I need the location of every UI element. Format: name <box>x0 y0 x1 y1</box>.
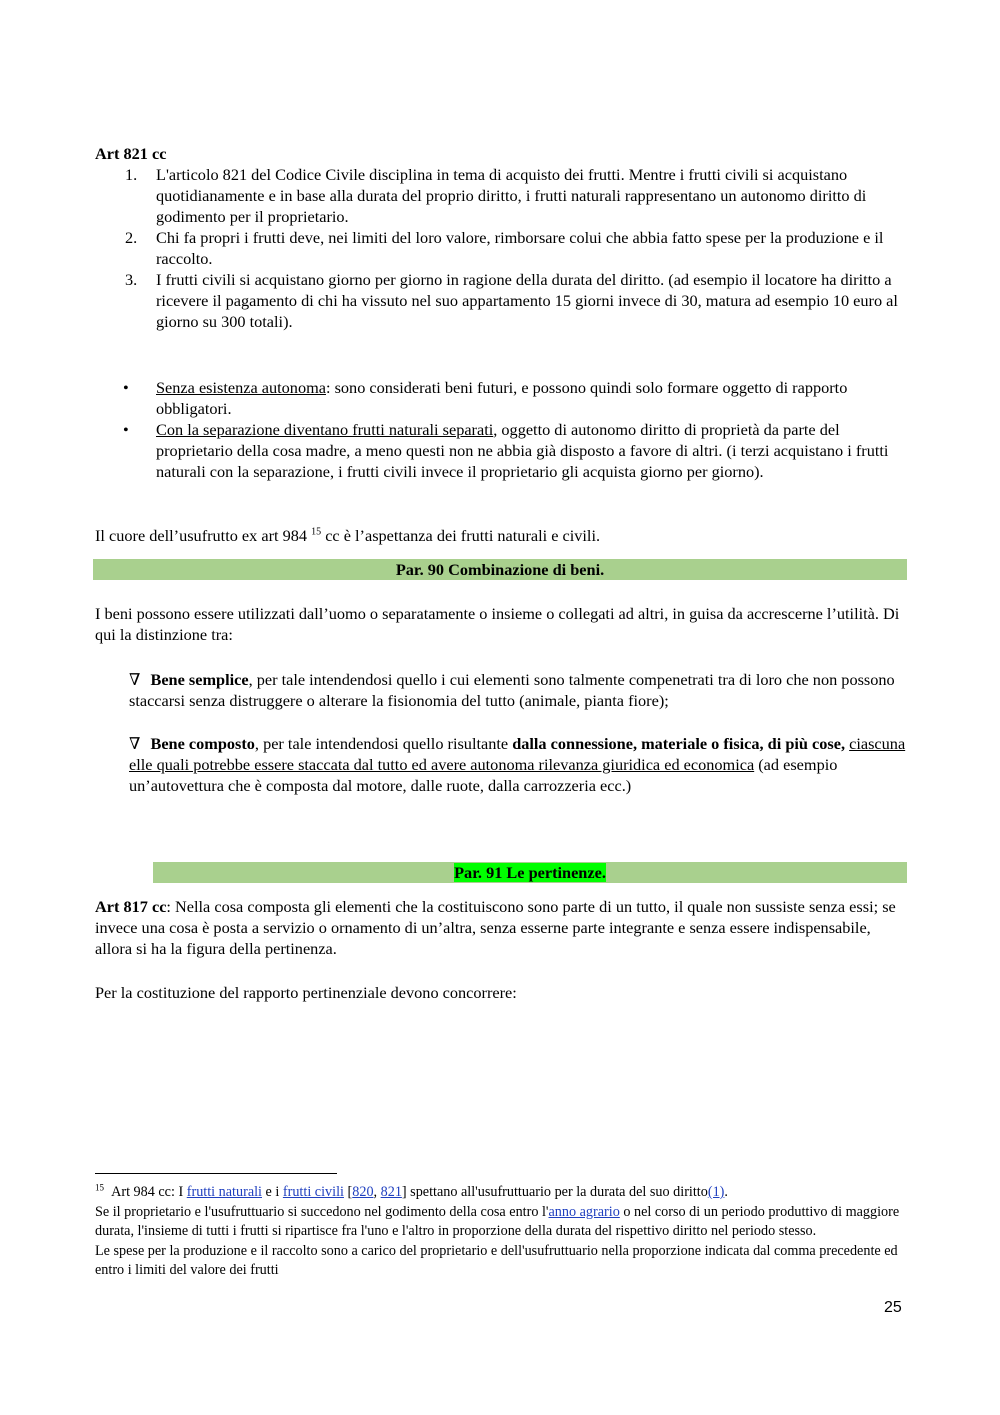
footnote-separator <box>95 1173 337 1174</box>
article-817-paragraph: Art 817 cc: Nella cosa composta gli elementi che la costituiscono sono parte di un tutto, il quale non sussiste senza essi; se invece una cosa è posta a servizio o ornamento di un’altra, senza esserne parte integrante e senza essere indispensabile, allora si ha la figura della pertinenza. <box>95 897 896 958</box>
costituzione-paragraph: Per la costituzione del rapporto pertinenziale devono concorrere: <box>95 983 517 1002</box>
section-heading-par-91: Par. 91 Le pertinenze. <box>153 862 907 883</box>
page-content <box>95 143 907 1003</box>
article-821-heading: Art 821 cc <box>95 144 167 163</box>
article-821-list <box>95 164 907 332</box>
link-frutti-naturali[interactable]: frutti naturali <box>186 1184 262 1200</box>
list-item: 2. Chi fa propri i frutti deve, nei limiti del loro valore, rimborsare colui che abbia fatto spese per la produzione e il raccolto. <box>125 228 884 268</box>
link-anno-agrario[interactable]: anno agrario <box>548 1203 620 1220</box>
page-number: 25 <box>884 1299 902 1316</box>
section-heading-par-90: Par. 90 Combinazione di beni. <box>93 559 907 580</box>
link-frutti-civili[interactable]: frutti civili <box>282 1184 344 1200</box>
bene-composto-paragraph: ∇ Bene composto, per tale intendendosi quello risultante dalla connessione, materiale o fisica, di più cose, ciascuna elle quali potrebbe essere staccata dal tutto ed avere autonoma rilevanza giuridica ed economica (ad esempio un’autovettura che è composta dal motore, dalle ruote, dalla carrozzeria ecc.) <box>129 734 906 795</box>
footnote-ref[interactable]: 15 <box>311 526 322 538</box>
list-item: 1. L'articolo 821 del Codice Civile disciplina in tema di acquisto dei frutti. Mentre i frutti civili si acquistano quotidianamente e in base alla durata del proprio diritto, i frutti naturali rappresentano un autonomo diritto di godimento per il proprietario. <box>125 165 867 226</box>
list-item: 3. I frutti civili si acquistano giorno per giorno in ragione della durata del diritto. (ad esempio il locatore ha diritto a ricevere il pagamento di chi ha vissuto nel suo appartamento 15 giorni invece di 30, matura ad esempio 10 euro al giorno su 300 totali). <box>125 270 898 331</box>
link-820[interactable]: 820 <box>352 1184 374 1200</box>
list-item: • Senza esistenza autonoma: sono considerati beni futuri, e possono quindi solo formare oggetto di rapporto obbligatori. <box>123 378 848 418</box>
footnote-line-3: Le spese per la produzione e il raccolto sono a carico del proprietario e dell'usufruttuario nella proporzione indicata dal comma precedente ed entro i limiti del valore dei frutti <box>95 1242 898 1278</box>
link-note-1[interactable]: (1) <box>707 1184 725 1200</box>
link-821[interactable]: 821 <box>380 1184 402 1200</box>
footnote-line-1: $^{15}$ Art 984 cc: I frutti naturali e i frutti civili [820, 821] spettano all'usufruttuario per la durata del suo diritto(1). <box>95 1182 728 1200</box>
footnote <box>95 1183 907 1281</box>
bene-semplice-paragraph: ∇ Bene semplice, per tale intendendosi quello i cui elementi sono talmente compenetrati tra di loro che non possono staccarsi senza distruggere o alterare la fisionomia del tutto (animale, pianta fiore); <box>129 670 895 710</box>
nabla-bullet-icon: ∇ <box>129 734 141 753</box>
footnote-line-2: Se il proprietario e l'usufruttuario si succedono nel godimento della cosa entro l'anno agrario o nel corso di un periodo produttivo di maggiore durata, l'insieme di tutti i frutti si ripartisce fra l'uno e l'altro in proporzione della durata del rispettivo diritto nel periodo stesso. <box>95 1203 900 1239</box>
par-90-intro: I beni possono essere utilizzati dall’uomo o separatamente o insieme o collegati ad altri, in guisa da accrescerne l’utilità. Di qui la distinzione tra: <box>95 604 900 644</box>
frutti-bullet-list <box>95 377 907 482</box>
nabla-bullet-icon: ∇ <box>129 670 141 689</box>
usufrutto-paragraph: Il cuore dell’usufrutto ex art 984 $^{15}$ cc è l’aspettanza dei frutti naturali e civili. <box>95 526 601 545</box>
list-item: • Con la separazione diventano frutti naturali separati, oggetto di autonomo diritto di proprietà da parte del proprietario della cosa madre, a meno questi non ne abbia già disposto a favore di altri. (i terzi acquistano i frutti naturali con la separazione, i frutti civili invece il proprietario gli acquista giorno per giorno). <box>123 420 889 481</box>
footnote-number: 15 <box>95 1182 104 1193</box>
